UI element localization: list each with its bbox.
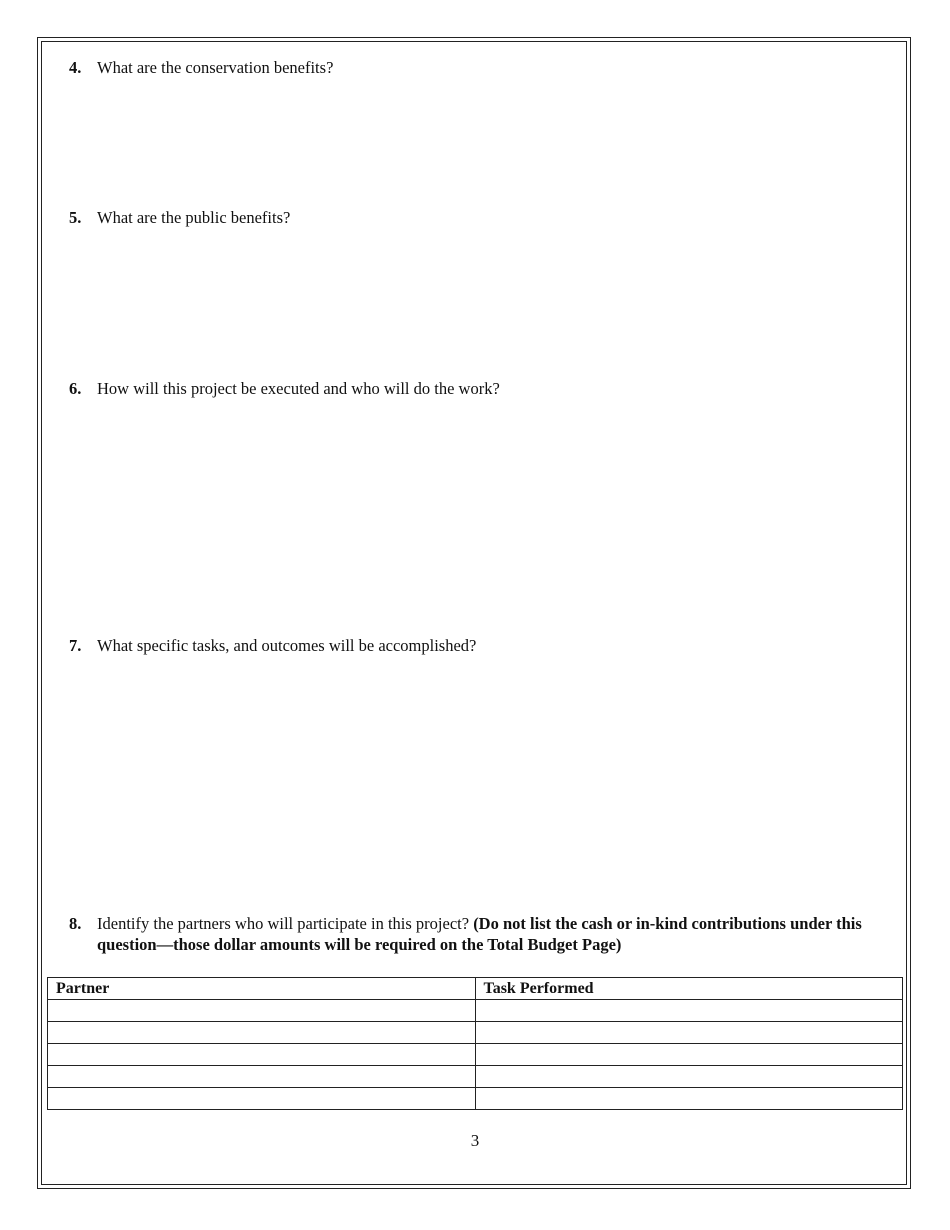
partner-cell[interactable] [48,1044,476,1066]
question-5 [69,207,869,228]
question-8 [69,913,869,955]
question-text-regular: Identify the partners who will participate in this project? [97,914,474,933]
question-number: 7. [69,636,82,655]
task-cell[interactable] [475,1044,903,1066]
question-text: What are the public benefits? [97,208,291,227]
table-row [48,1066,903,1088]
partner-cell[interactable] [48,1022,476,1044]
partner-cell[interactable] [48,1000,476,1022]
partner-cell[interactable] [48,1088,476,1110]
page-number: 3 [470,1131,480,1150]
task-cell[interactable] [475,1066,903,1088]
question-number: 8. [69,914,82,933]
question-text: What are the conservation benefits? [97,58,334,77]
table-header-row [48,978,903,1000]
question-number: 6. [69,379,82,398]
question-text: What specific tasks, and outcomes will be accomplished? [97,636,477,655]
question-text: How will this project be executed and who will do the work? [97,379,500,398]
table-row [48,1000,903,1022]
question-number: 4. [69,58,82,77]
column-header-partner: Partner [48,978,476,1000]
task-cell[interactable] [475,1022,903,1044]
question-number: 5. [69,208,82,227]
column-header-task-performed: Task Performed [475,978,903,1000]
question-7 [69,635,869,656]
task-cell[interactable] [475,1000,903,1022]
task-cell[interactable] [475,1088,903,1110]
partners-table [47,977,903,1110]
table-row [48,1088,903,1110]
question-text-bold-note: (Do not list the cash or in-kind contributions under this question—those dollar amounts will be required on the Total Budget Page) [97,914,862,954]
question-text [97,913,869,955]
table-row [48,1022,903,1044]
question-4 [69,57,869,78]
table-row [48,1044,903,1066]
question-6 [69,378,869,399]
partner-cell[interactable] [48,1066,476,1088]
